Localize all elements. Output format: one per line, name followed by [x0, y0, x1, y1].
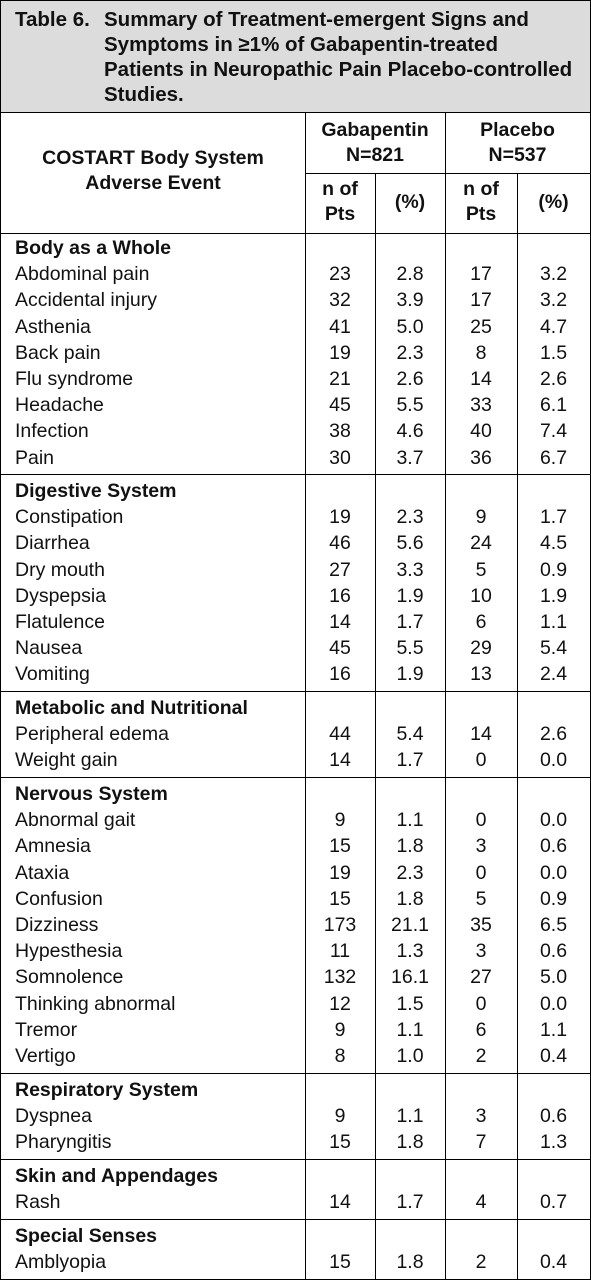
section-rule	[1, 1073, 590, 1074]
placebo-n: 35	[470, 913, 492, 936]
placebo-pct-header: (%)	[538, 191, 569, 213]
placebo-n: 7	[475, 1131, 487, 1154]
gabapentin-n: 9	[334, 1105, 346, 1128]
gabapentin-n: 32	[329, 289, 351, 312]
table-row	[1, 833, 590, 859]
gabapentin-pct: 2.3	[396, 861, 424, 884]
gabapentin-pct: 5.5	[396, 394, 424, 417]
table-row	[1, 1249, 590, 1275]
gabapentin-pct: 16.1	[391, 966, 429, 989]
event-name: Asthenia	[15, 315, 91, 338]
event-name: Dry mouth	[15, 558, 105, 581]
table-row	[1, 1129, 590, 1155]
gabapentin-pct: 1.1	[396, 1018, 424, 1041]
gabapentin-n: 9	[334, 1018, 346, 1041]
npts-line2: Pts	[324, 203, 356, 225]
placebo-n: 40	[470, 420, 492, 443]
gabapentin-pct: 4.6	[396, 420, 424, 443]
placebo-pct: 1.3	[539, 1131, 568, 1154]
gabapentin-n: 8	[334, 1044, 346, 1067]
event-name: Ataxia	[15, 861, 70, 884]
table-row	[1, 938, 590, 964]
placebo-n: 0	[475, 861, 487, 884]
caption-text: Summary of Treatment-emergent Signs and Symptoms in ≥1% of Gabapentin-treated Patients in Neuropathic Pain Placebo-controlled Studies.	[104, 8, 573, 106]
placebo-n: 13	[470, 663, 492, 686]
event-name: Hypesthesia	[15, 940, 123, 963]
gabapentin-n: 45	[329, 394, 351, 417]
gabapentin-n: 19	[329, 506, 351, 529]
placebo-n: 27	[470, 966, 492, 989]
placebo-n: 17	[470, 263, 492, 286]
placebo-pct: 0.4	[539, 1044, 568, 1067]
gabapentin-pct: 2.8	[396, 263, 424, 286]
section-metabolic-nutritional	[1, 695, 590, 774]
event-name: Infection	[15, 420, 89, 443]
gabapentin-n: 132	[323, 966, 357, 989]
table-caption	[1, 1, 590, 113]
gabapentin-n: 14	[329, 610, 351, 633]
placebo-pct: 2.6	[539, 723, 568, 746]
placebo-n: 29	[470, 637, 492, 660]
event-name: Dizziness	[15, 913, 99, 936]
stub-header	[1, 146, 305, 196]
placebo-pct: 1.7	[539, 506, 568, 529]
event-name: Pain	[15, 446, 55, 469]
placebo-n: 36	[470, 446, 492, 469]
gabapentin-pct: 3.9	[396, 289, 424, 312]
section-body-as-a-whole	[1, 235, 590, 471]
placebo-pct: 1.9	[539, 584, 568, 607]
table-row	[1, 807, 590, 833]
placebo-pct: 2.4	[539, 663, 568, 686]
gabapentin-pct: 5.6	[396, 532, 424, 555]
header-subrule	[305, 173, 590, 174]
gabapentin-pct: 1.3	[396, 940, 424, 963]
placebo-pct: 0.4	[539, 1251, 568, 1274]
gabapentin-pct: 1.7	[396, 610, 424, 633]
event-name: Tremor	[15, 1018, 78, 1041]
table-row	[1, 721, 590, 747]
placebo-pct: 1.1	[539, 1018, 568, 1041]
placebo-pct: 0.0	[539, 992, 568, 1015]
table-row	[1, 747, 590, 773]
event-name: Dyspepsia	[15, 584, 107, 607]
table-row	[1, 609, 590, 635]
placebo-pct: 7.4	[539, 420, 568, 443]
npts-line2: Pts	[465, 203, 497, 225]
header-bottom-rule	[1, 233, 590, 234]
placebo-pct: 0.6	[539, 835, 568, 858]
gabapentin-pct: 3.7	[396, 446, 424, 469]
table-row	[1, 1043, 590, 1069]
gabapentin-n: N=821	[345, 144, 404, 166]
gabapentin-pct: 1.9	[396, 584, 424, 607]
gabapentin-pct: 2.3	[396, 506, 424, 529]
table-row	[1, 583, 590, 609]
gabapentin-n: 46	[329, 532, 351, 555]
gabapentin-n: 16	[329, 584, 351, 607]
placebo-pct: 2.6	[539, 367, 568, 390]
placebo-pct: 5.0	[539, 966, 568, 989]
table-row	[1, 1103, 590, 1129]
section-rule	[1, 1159, 590, 1160]
event-name: Amnesia	[15, 835, 91, 858]
section-respiratory-system	[1, 1077, 590, 1156]
gabapentin-name: Gabapentin	[321, 119, 429, 141]
placebo-pct: 0.6	[539, 1105, 568, 1128]
event-name: Vomiting	[15, 663, 90, 686]
section-title: Nervous System	[15, 783, 168, 805]
npts-line1: n of	[322, 178, 358, 200]
section-special-senses	[1, 1223, 590, 1275]
event-name: Vertigo	[15, 1044, 76, 1067]
placebo-n: 3	[475, 940, 487, 963]
event-name: Thinking abnormal	[15, 992, 176, 1015]
gabapentin-header	[305, 118, 445, 168]
table-row	[1, 445, 590, 471]
gabapentin-n: 45	[329, 637, 351, 660]
section-rule	[1, 474, 590, 475]
section-title: Body as a Whole	[15, 237, 172, 259]
gabapentin-n: 19	[329, 341, 351, 364]
gabapentin-n: 15	[329, 887, 351, 910]
npts-line1: n of	[463, 178, 499, 200]
section-rule	[1, 777, 590, 778]
table-row	[1, 418, 590, 444]
placebo-n: 24	[470, 532, 492, 555]
placebo-n: 5	[475, 558, 487, 581]
gabapentin-pct: 1.8	[396, 1251, 424, 1274]
gabapentin-pct: 21.1	[391, 913, 429, 936]
gabapentin-pct: 2.3	[396, 341, 424, 364]
table-row	[1, 860, 590, 886]
section-title: Respiratory System	[15, 1079, 199, 1101]
event-name: Accidental injury	[15, 289, 157, 312]
table-row	[1, 261, 590, 287]
gabapentin-pct: 1.8	[396, 835, 424, 858]
event-name: Nausea	[15, 637, 83, 660]
placebo-pct: 4.7	[539, 315, 568, 338]
event-name: Abnormal gait	[15, 809, 136, 832]
gabapentin-n: 14	[329, 749, 351, 772]
placebo-pct: 6.1	[539, 394, 568, 417]
gabapentin-n: 23	[329, 263, 351, 286]
table-row	[1, 287, 590, 313]
event-name: Back pain	[15, 341, 101, 364]
placebo-header	[445, 118, 590, 168]
placebo-npts-header	[445, 177, 517, 227]
table-row	[1, 392, 590, 418]
gabapentin-n: 9	[334, 809, 346, 832]
table-row	[1, 964, 590, 990]
event-name: Pharyngitis	[15, 1131, 112, 1154]
section-title: Metabolic and Nutritional	[15, 697, 248, 719]
table-row	[1, 635, 590, 661]
event-name: Weight gain	[15, 749, 118, 772]
placebo-pct: 6.7	[539, 446, 568, 469]
placebo-n: 10	[470, 584, 492, 607]
placebo-pct: 0.0	[539, 861, 568, 884]
caption-number: Table 6.	[15, 8, 90, 31]
placebo-n: 6	[475, 610, 487, 633]
placebo-n: 14	[470, 367, 492, 390]
placebo-n: 14	[470, 723, 492, 746]
placebo-pct: 0.0	[539, 809, 568, 832]
gabapentin-n: 44	[329, 723, 351, 746]
event-name: Flu syndrome	[15, 367, 134, 390]
table-row	[1, 1017, 590, 1043]
gabapentin-pct: 1.8	[396, 1131, 424, 1154]
section-title: Special Senses	[15, 1225, 158, 1247]
placebo-pct: 3.2	[539, 263, 568, 286]
placebo-pct: 0.0	[539, 749, 568, 772]
gabapentin-n: 21	[329, 367, 351, 390]
table-row	[1, 912, 590, 938]
gabapentin-n: 12	[329, 992, 351, 1015]
table-row	[1, 991, 590, 1017]
gabapentin-npts-header	[305, 177, 375, 227]
placebo-pct: 1.5	[539, 341, 568, 364]
event-name: Abdominal pain	[15, 263, 150, 286]
placebo-pct: 0.6	[539, 940, 568, 963]
placebo-pct: 6.5	[539, 913, 568, 936]
gabapentin-pct: 3.3	[396, 558, 424, 581]
table-row	[1, 340, 590, 366]
placebo-pct: 0.7	[539, 1191, 568, 1214]
gabapentin-n: 41	[329, 315, 351, 338]
stub-header-line2: Adverse Event	[85, 172, 221, 194]
gabapentin-pct: 1.7	[396, 1191, 424, 1214]
table-row	[1, 661, 590, 687]
event-name: Somnolence	[15, 966, 124, 989]
placebo-n: 0	[475, 809, 487, 832]
placebo-n: 3	[475, 1105, 487, 1128]
event-name: Dyspnea	[15, 1105, 92, 1128]
gabapentin-n: 27	[329, 558, 351, 581]
event-name: Flatulence	[15, 610, 105, 633]
event-name: Diarrhea	[15, 532, 90, 555]
gabapentin-n: 11	[329, 940, 351, 963]
gabapentin-pct: 1.5	[396, 992, 424, 1015]
gabapentin-n: 173	[323, 913, 357, 936]
event-name: Constipation	[15, 506, 124, 529]
table-row	[1, 366, 590, 392]
placebo-n: 4	[475, 1191, 487, 1214]
event-name: Amblyopia	[15, 1251, 107, 1274]
gabapentin-n: 15	[329, 1131, 351, 1154]
section-title: Skin and Appendages	[15, 1165, 218, 1187]
placebo-n: 2	[475, 1251, 487, 1274]
placebo-n: 8	[475, 341, 487, 364]
placebo-pct: 5.4	[539, 637, 568, 660]
placebo-pct: 1.1	[539, 610, 568, 633]
event-name: Headache	[15, 394, 104, 417]
gabapentin-n: 15	[329, 1251, 351, 1274]
section-digestive-system	[1, 478, 590, 688]
gabapentin-n: 15	[329, 835, 351, 858]
gabapentin-pct: 1.8	[396, 887, 424, 910]
placebo-pct: 0.9	[539, 558, 568, 581]
placebo-pct: 4.5	[539, 532, 568, 555]
gabapentin-pct: 2.6	[396, 367, 424, 390]
gabapentin-n: 30	[329, 446, 351, 469]
table-row	[1, 314, 590, 340]
placebo-pct: 0.9	[539, 887, 568, 910]
placebo-n: 3	[475, 835, 487, 858]
placebo-n: N=537	[488, 144, 547, 166]
gabapentin-n: 38	[329, 420, 351, 443]
gabapentin-n: 14	[329, 1191, 351, 1214]
gabapentin-pct: 5.5	[396, 637, 424, 660]
placebo-n: 0	[475, 992, 487, 1015]
placebo-n: 2	[475, 1044, 487, 1067]
event-name: Confusion	[15, 887, 103, 910]
table-row	[1, 504, 590, 530]
placebo-name: Placebo	[480, 119, 555, 141]
placebo-n: 9	[475, 506, 487, 529]
section-rule	[1, 691, 590, 692]
table-row	[1, 886, 590, 912]
placebo-n: 0	[475, 749, 487, 772]
placebo-n: 6	[475, 1018, 487, 1041]
section-rule	[1, 1219, 590, 1220]
gabapentin-pct-header: (%)	[394, 191, 426, 213]
section-title: Digestive System	[15, 480, 177, 502]
gabapentin-pct: 1.1	[396, 809, 424, 832]
table-row	[1, 1189, 590, 1215]
table-row	[1, 530, 590, 556]
event-name: Peripheral edema	[15, 723, 169, 746]
section-skin-appendages	[1, 1163, 590, 1215]
placebo-n: 5	[475, 887, 487, 910]
gabapentin-pct: 5.0	[396, 315, 424, 338]
gabapentin-pct: 1.7	[396, 749, 424, 772]
placebo-pct: 3.2	[539, 289, 568, 312]
section-nervous-system	[1, 781, 590, 1069]
gabapentin-n: 19	[329, 861, 351, 884]
gabapentin-pct: 1.0	[396, 1044, 424, 1067]
table-row	[1, 557, 590, 583]
placebo-n: 17	[470, 289, 492, 312]
stub-header-line1: COSTART Body System	[42, 147, 264, 169]
gabapentin-pct: 5.4	[396, 723, 424, 746]
event-name: Rash	[15, 1191, 61, 1214]
gabapentin-pct: 1.1	[396, 1105, 424, 1128]
placebo-n: 25	[470, 315, 492, 338]
placebo-n: 33	[470, 394, 492, 417]
gabapentin-pct: 1.9	[396, 663, 424, 686]
gabapentin-n: 16	[329, 663, 351, 686]
